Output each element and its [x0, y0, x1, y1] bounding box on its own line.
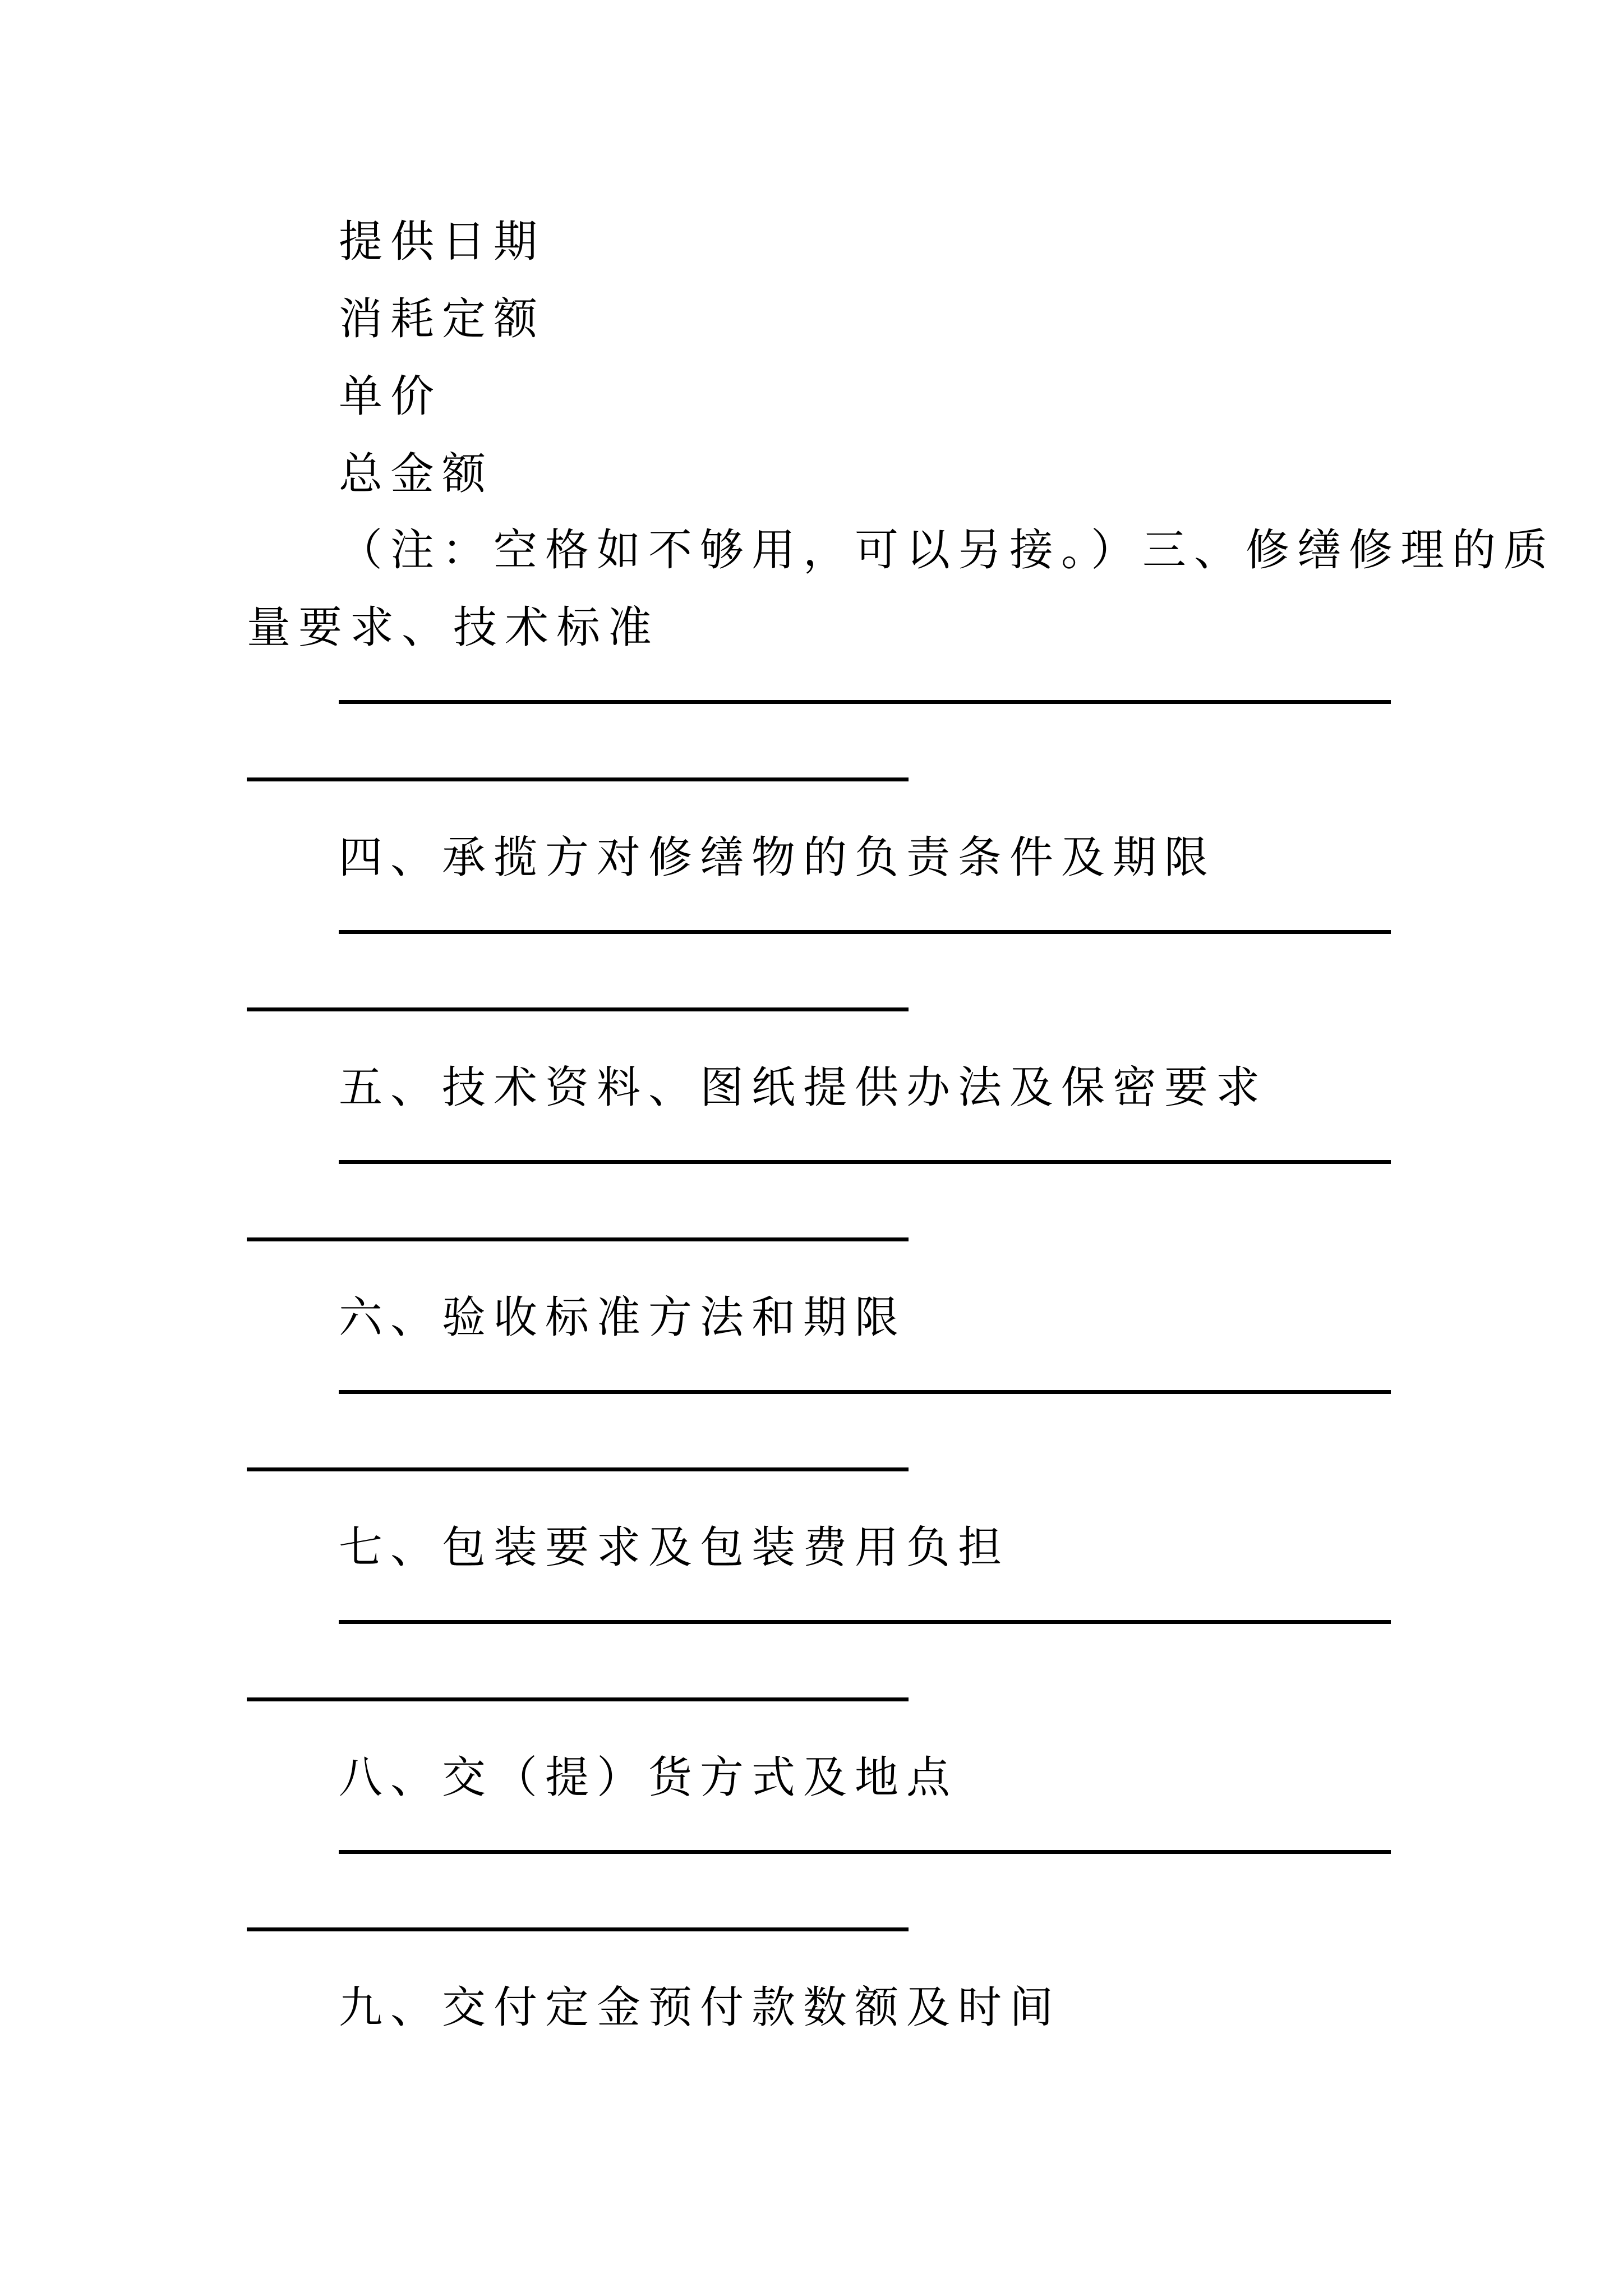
blank-line-short [247, 1237, 909, 1241]
section-title-4: 四、承揽方对修缮物的负责条件及期限 [339, 832, 1216, 883]
note-line-1: （注：空格如不够用，可以另接。）三、修缮修理的质 [339, 525, 1556, 576]
label-delivery-date: 提供日期 [339, 217, 546, 267]
blank-line-long [339, 700, 1391, 704]
blank-line-long [339, 1160, 1391, 1164]
blank-line-short [247, 1007, 909, 1011]
section-title-8: 八、交（提）货方式及地点 [339, 1752, 958, 1803]
blank-line-short [247, 1927, 909, 1931]
label-unit-price: 单价 [339, 371, 442, 422]
blank-line-long [339, 1850, 1391, 1854]
section-title-5: 五、技术资料、图纸提供办法及保密要求 [339, 1062, 1268, 1113]
label-consumption-quota: 消耗定额 [339, 294, 546, 344]
blank-line-short [247, 777, 909, 781]
section-title-9: 九、交付定金预付款数额及时间 [339, 1982, 1062, 2033]
section-title-7: 七、包装要求及包装费用负担 [339, 1522, 1010, 1573]
note-line-2: 量要求、技术标准 [247, 602, 660, 653]
blank-line-long [339, 1620, 1391, 1624]
blank-line-short [247, 1467, 909, 1471]
blank-line-long [339, 930, 1391, 934]
label-total-amount: 总金额 [339, 449, 494, 499]
blank-line-short [247, 1697, 909, 1701]
blank-line-long [339, 1390, 1391, 1394]
section-title-6: 六、验收标准方法和期限 [339, 1292, 907, 1343]
